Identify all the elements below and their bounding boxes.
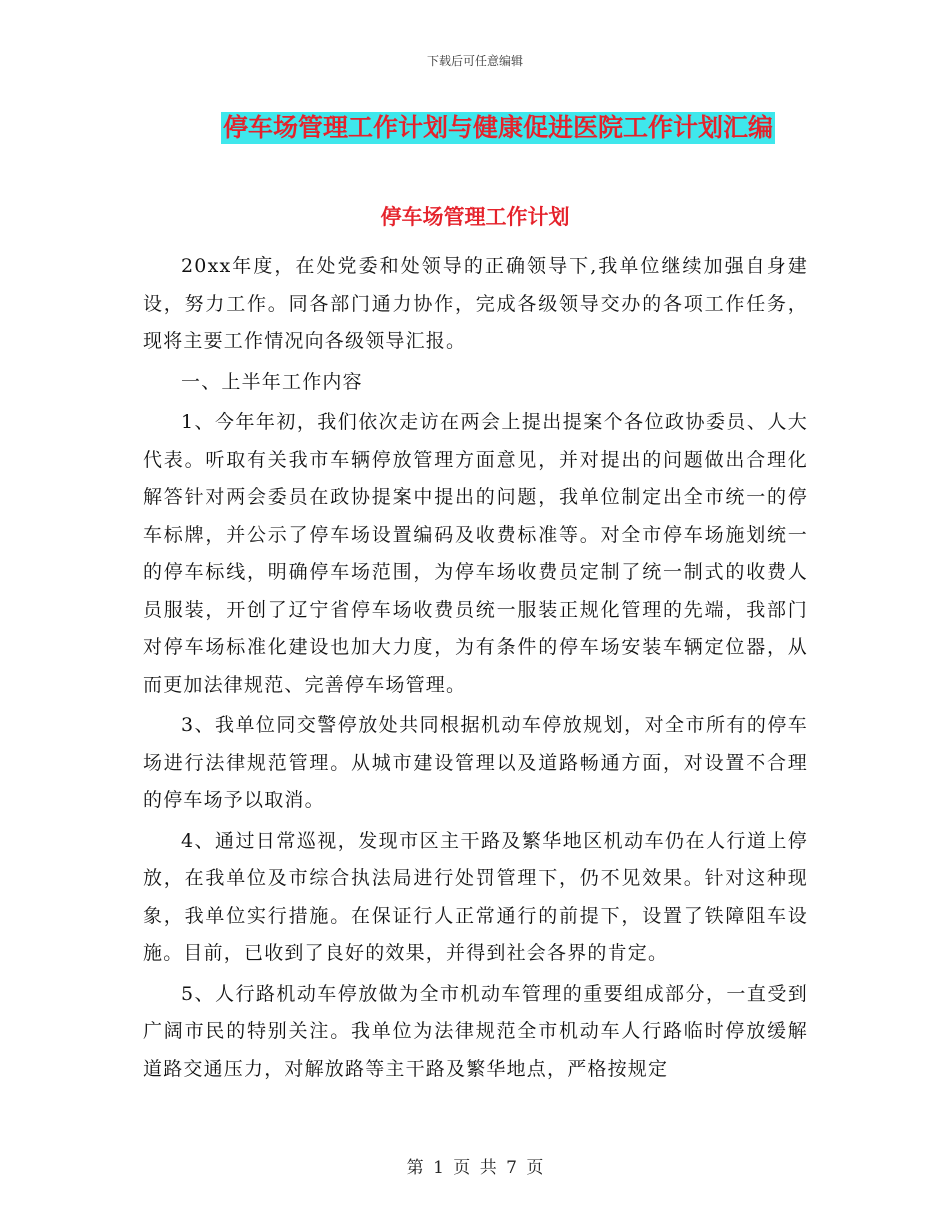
paragraph-item-3: 3、我单位同交警停放处共同根据机动车停放规划，对全市所有的停车场进行法律规范管理。从城市建设管理以及道路畅通方面，对设置不合理的停车场予以取消。 xyxy=(143,714,808,811)
paragraph-item-4: 4、通过日常巡视，发现市区主干路及繁华地区机动车仍在人行道上停放，在我单位及市综合执法局进行处罚管理下，仍不见效果。针对这种现象，我单位实行措施。在保证行人正常通行的前提下，设置了铁障阻车设施。目前，已收到了良好的效果，并得到社会各界的肯定。 xyxy=(143,829,808,964)
header-note: 下载后可任意编辑 xyxy=(426,54,523,68)
page-number-footer: 第 1 页 共 7 页 xyxy=(406,1158,544,1178)
paragraph-item-1: 1、今年年初，我们依次走访在两会上提出提案个各位政协委员、人大代表。听取有关我市车辆停放管理方面意见，并对提出的问题做出合理化解答针对两会委员在政协提案中提出的问题，我单位制定出全市统一的停车标牌，并公示了停车场设置编码及收费标准等。对全市停车场施划统一的停车标线，明确停车场范围，为停车场收费员定制了统一制式的收费人员服装，开创了辽宁省停车场收费员统一服装正规化管理的先端，我部门对停车场标准化建设也加大力度，为有条件的停车场安装车辆定位器，从而更加法律规范、完善停车场管理。 xyxy=(143,411,808,696)
paragraph-item-5: 5、人行路机动车停放做为全市机动车管理的重要组成部分，一直受到广阔市民的特别关注。我单位为法律规范全市机动车人行路临时停放缓解道路交通压力，对解放路等主干路及繁华地点，严格按规定 xyxy=(143,982,808,1080)
document-main-title: 停车场管理工作计划与健康促进医院工作计划汇编 xyxy=(222,113,773,142)
section-title: 停车场管理工作计划 xyxy=(380,205,570,229)
paragraph-heading-first-half: 一、上半年工作内容 xyxy=(181,370,363,393)
main-title-container xyxy=(0,112,950,144)
paragraph-intro: 20xx年度，在处党委和处领导的正确领导下,我单位继续加强自身建设，努力工作。同各部门通力协作，完成各级领导交办的各项工作任务，现将主要工作情况向各级领导汇报。 xyxy=(143,255,808,352)
document-body xyxy=(143,248,808,1091)
